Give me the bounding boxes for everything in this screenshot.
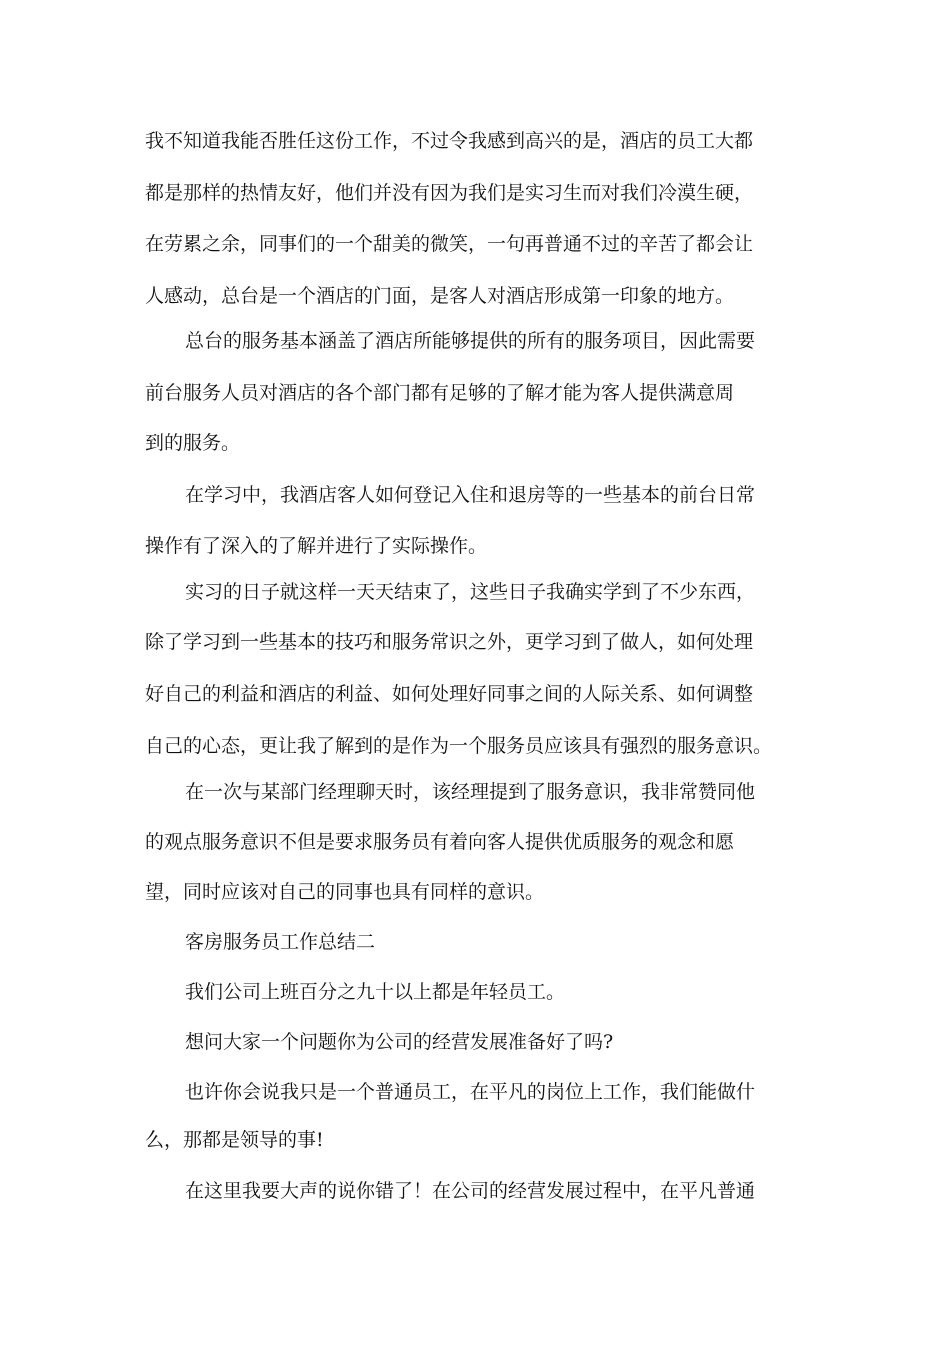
text-line: 在劳累之余，同事们的一个甜美的微笑，一句再普通不过的辛苦了都会让	[145, 233, 754, 255]
text-line: 望，同时应该对自己的同事也具有同样的意识。	[145, 881, 545, 903]
text-line: 也许你会说我只是一个普通员工，在平凡的岗位上工作，我们能做什	[185, 1081, 756, 1103]
text-line: 么，那都是领导的事!	[145, 1129, 324, 1151]
text-line: 想问大家一个问题你为公司的经营发展准备好了吗?	[185, 1031, 614, 1053]
text-line: 操作有了深入的了解并进行了实际操作。	[145, 535, 488, 557]
text-line: 自己的心态，更让我了解到的是作为一个服务员应该具有强烈的服务意识。	[145, 735, 773, 757]
text-line: 好自己的利益和酒店的利益、如何处理好同事之间的人际关系、如何调整	[145, 683, 754, 705]
section-heading: 客房服务员工作总结二	[185, 931, 376, 953]
text-line: 在一次与某部门经理聊天时，该经理提到了服务意识，我非常赞同他	[185, 781, 756, 803]
text-line: 都是那样的热情友好，他们并没有因为我们是实习生而对我们冷漠生硬，	[145, 182, 754, 204]
text-line: 到的服务。	[145, 432, 241, 454]
text-line: 我不知道我能否胜任这份工作，不过令我感到高兴的是，酒店的员工大都	[145, 130, 754, 152]
text-line: 在这里我要大声的说你错了！在公司的经营发展过程中，在平凡普通	[185, 1180, 756, 1202]
text-line: 在学习中，我酒店客人如何登记入住和退房等的一些基本的前台日常	[185, 484, 756, 506]
text-line: 实习的日子就这样一天天结束了，这些日子我确实学到了不少东西，	[185, 581, 756, 603]
text-line: 的观点服务意识不但是要求服务员有着向客人提供优质服务的观念和愿	[145, 831, 735, 853]
text-line: 除了学习到一些基本的技巧和服务常识之外，更学习到了做人，如何处理	[145, 631, 754, 653]
text-line: 前台服务人员对酒店的各个部门都有足够的了解才能为客人提供满意周	[145, 382, 735, 404]
text-line: 总台的服务基本涵盖了酒店所能够提供的所有的服务项目，因此需要	[185, 330, 756, 352]
text-line: 人感动，总台是一个酒店的门面，是客人对酒店形成第一印象的地方。	[145, 285, 735, 307]
text-line: 我们公司上班百分之九十以上都是年轻员工。	[185, 981, 566, 1003]
